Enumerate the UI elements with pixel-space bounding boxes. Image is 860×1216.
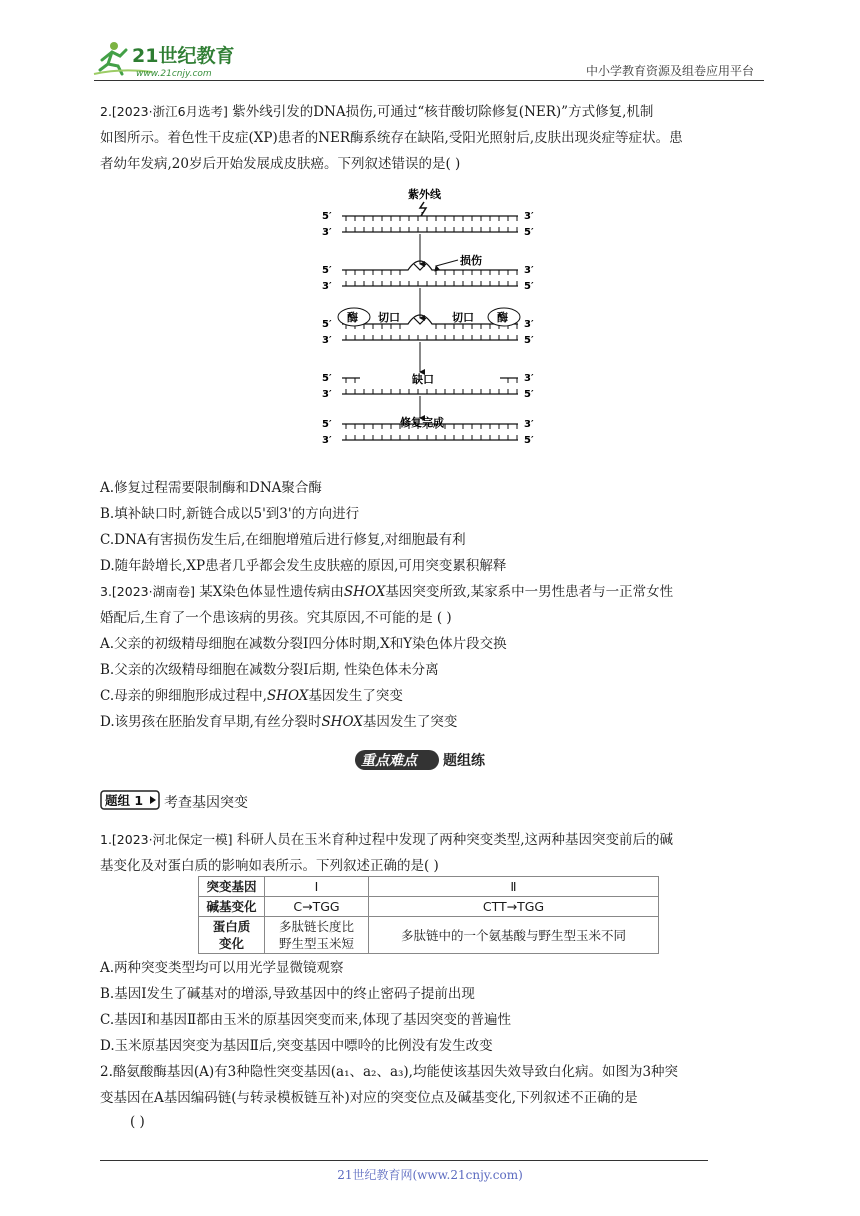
damage-label: 损伤 [460,254,482,267]
dna-strands [322,211,534,446]
cut-right-label: 切口 [452,311,474,324]
group-title: 考查基因突变 [164,795,248,811]
logo-text: 21世纪教育 [132,45,235,67]
banner-part1: 重点难点 [361,753,417,769]
strand-5-label: 5′ [322,265,332,276]
strand-3-label: 3′ [524,211,534,222]
banner-part2: 题组练 [443,753,485,769]
q3-option-c: C.母亲的卵细胞形成过程中,SHOX基因发生了突变 [100,688,403,704]
strand-3-label: 3′ [524,419,534,430]
table-row [199,877,659,897]
g1q1-option-c: C.基因Ⅰ和基因Ⅱ都由玉米的原基因突变而来,体现了基因突变的普遍性 [100,1012,511,1028]
strand-3-label: 3′ [322,281,332,292]
uv-label: 紫外线 [408,188,441,201]
strand-5-label: 5′ [524,281,534,292]
footer-text: 21世纪教育网(www.21cnjy.com) [337,1168,523,1182]
q2-option-d: D.随年龄增长,XP患者几乎都会发生皮肤癌的原因,可用突变累积解释 [100,558,507,574]
header-divider [94,80,764,81]
q2-option-a: A.修复过程需要限制酶和DNA聚合酶 [100,480,322,496]
q2-stem-line-1: 2.[2023·浙江6月选考] 紫外线引发的DNA损伤,可通过“核苷酸切除修复(NER)”方式修复,机制 [100,104,654,120]
q3-option-a: A.父亲的初级精母细胞在减数分裂Ⅰ四分体时期,X和Y染色体片段交换 [100,636,507,652]
table-cell: 多肽链长度比 野生型玉米短 [265,917,369,954]
done-label: 修复完成 [400,416,444,429]
logo-url: www.21cnjy.com [136,69,212,79]
q3-option-b: B.父亲的次级精母细胞在减数分裂Ⅰ后期, 性染色体未分离 [100,662,439,678]
strand-5-label: 5′ [322,211,332,222]
site-logo [92,38,262,80]
strand-3-label: 3′ [322,435,332,446]
g1q2-stem-line-2: 变基因在A基因编码链(与转录模板链互补)对应的突变位点及碱基变化,下列叙述不正确的是 [100,1090,638,1106]
table-cell: 蛋白质 变化 [199,917,265,954]
gap-label: 缺口 [412,373,434,386]
strand-3-label: 3′ [322,227,332,238]
strand-3-label: 3′ [322,335,332,346]
section-banner [355,748,505,772]
q2-option-c: C.DNA有害损伤发生后,在细胞增殖后进行修复,对细胞最有利 [100,532,466,548]
strand-5-label: 5′ [524,335,534,346]
strand-5-label: 5′ [322,319,332,330]
strand-5-label: 5′ [322,373,332,384]
table-cell: CTT→TGG [369,897,659,917]
strand-3-label: 3′ [524,373,534,384]
platform-name: 中小学教育资源及组卷应用平台 [585,64,754,78]
table-cell: C→TGG [265,897,369,917]
q2-option-b: B.填补缺口时,新链合成以5'到3'的方向进行 [100,506,360,522]
strand-3-label: 3′ [524,265,534,276]
enzyme-right-label: 酶 [497,311,508,324]
strand-5-label: 5′ [524,227,534,238]
g1q2-stem-line-3: ( ) [130,1114,145,1130]
strand-5-label: 5′ [524,435,534,446]
strand-3-label: 3′ [524,319,534,330]
strand-3-label: 3′ [322,389,332,400]
table-cell: 突变基因 [199,877,265,897]
footer-divider [100,1160,708,1161]
g1q1-stem-line-1: 1.[2023·河北保定一模] 科研人员在玉米育种过程中发现了两种突变类型,这两种基因突变前后的碱 [100,832,674,848]
q3-stem-line-2: 婚配后,生育了一个患该病的男孩。究其原因,不可能的是 ( ) [100,610,452,626]
mutation-table [198,876,659,954]
q2-stem-line-2: 如图所示。着色性干皮症(XP)患者的NER酶系统存在缺陷,受阳光照射后,皮肤出现炎症等症状。患 [100,130,683,146]
table-row [199,917,659,954]
g1q1-option-a: A.两种突变类型均可以用光学显微镜观察 [100,960,344,976]
strand-5-label: 5′ [524,389,534,400]
group-badge-label: 题组 1 [105,793,144,808]
table-cell: Ⅱ [369,877,659,897]
g1q2-stem-line-1: 2.酪氨酸酶基因(A)有3种隐性突变基因(a₁、a₂、a₃),均能使该基因失效导致白化病。如图为3种突 [100,1064,679,1080]
q3-stem-line-1: 3.[2023·湖南卷] 某X染色体显性遗传病由SHOX基因突变所致,某家系中一男性患者与一正常女性 [100,584,674,600]
ner-repair-figure [320,186,545,464]
table-cell: 碱基变化 [199,897,265,917]
group-badge [100,790,162,810]
table-row [199,897,659,917]
cut-left-label: 切口 [378,311,400,324]
uv-bolt-icon [420,202,426,216]
g1q1-option-b: B.基因Ⅰ发生了碱基对的增添,导致基因中的终止密码子提前出现 [100,986,475,1002]
table-cell: 多肽链中的一个氨基酸与野生型玉米不同 [369,917,659,954]
enzyme-left-label: 酶 [347,311,358,324]
strand-5-label: 5′ [322,419,332,430]
q2-stem-line-3: 者幼年发病,20岁后开始发展成皮肤癌。下列叙述错误的是( ) [100,156,461,172]
g1q1-stem-line-2: 基变化及对蛋白质的影响如表所示。下列叙述正确的是( ) [100,858,439,874]
g1q1-option-d: D.玉米原基因突变为基因Ⅱ后,突变基因中嘌呤的比例没有发生改变 [100,1038,493,1054]
table-cell: Ⅰ [265,877,369,897]
q3-option-d: D.该男孩在胚胎发育早期,有丝分裂时SHOX基因发生了突变 [100,714,458,730]
